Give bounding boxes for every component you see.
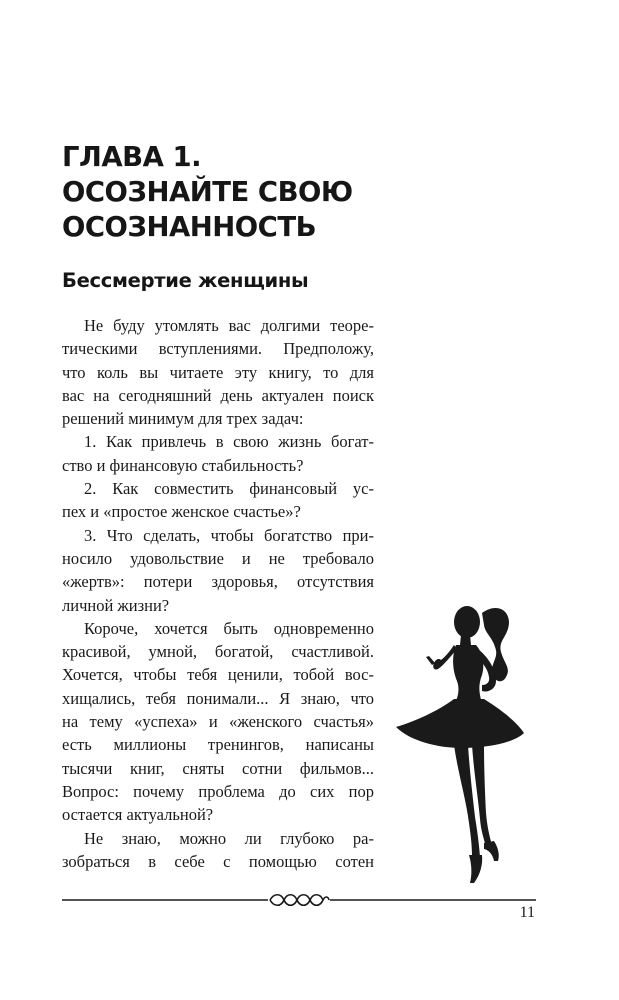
page-number: 11	[519, 904, 535, 921]
text-line: тысячи книг, сняты сотни фильмов...	[62, 758, 374, 778]
text-line: «жертв»: потери здоровья, отсутствия	[62, 572, 374, 592]
woman-silhouette-icon	[388, 585, 528, 885]
text-line: Не знаю, можно ли глубоко ра-	[84, 828, 374, 848]
text-line: 2. Как совместить финансовый ус-	[84, 479, 374, 499]
body-text	[62, 314, 374, 873]
text-line: носило удовольствие и не требовало	[62, 548, 374, 568]
text-line: зобраться в себе с помощью сотен	[62, 851, 374, 871]
text-line: есть миллионы тренингов, написаны	[62, 735, 374, 755]
chapter-title-line: ОСОЗНАННОСТЬ	[62, 211, 317, 243]
text-line: Хочется, чтобы тебя ценили, тобой вос-	[62, 665, 374, 685]
text-line: хищались, тебя понимали... Я знаю, что	[62, 688, 374, 708]
text-line: Вопрос: почему проблема до сих пор	[62, 781, 374, 801]
text-line: 1. Как привлечь в свою жизнь богат-	[84, 432, 374, 452]
text-line: тическими вступлениями. Предположу,	[62, 339, 374, 359]
section-title: Бессмертие женщины	[62, 269, 309, 292]
chapter-title-line: ГЛАВА 1.	[62, 141, 202, 173]
text-line: на тему «успеха» и «женского счастья»	[62, 712, 374, 732]
ornament-icon	[62, 890, 536, 910]
text-line: Не буду утомлять вас долгими теоре-	[84, 316, 374, 335]
text-line: Короче, хочется быть одновременно	[84, 618, 374, 638]
text-line: 3. Что сделать, чтобы богатство при-	[84, 525, 374, 545]
text-line: остается актуальной?	[62, 805, 214, 825]
text-line: решений минимум для трех задач:	[62, 409, 304, 429]
text-line: что коль вы читаете эту книгу, то для	[62, 362, 374, 382]
text-line: пех и «простое женское счастье»?	[62, 502, 301, 522]
chapter-title-line: ОСОЗНАЙТЕ СВОЮ	[62, 176, 353, 208]
text-line: красивой, умной, богатой, счастливой.	[62, 642, 374, 662]
text-line: ство и финансовую стабильность?	[62, 455, 304, 475]
text-line: вас на сегодняшний день актуален поиск	[62, 385, 374, 405]
chapter-title	[62, 140, 353, 245]
text-line: личной жизни?	[62, 595, 170, 615]
